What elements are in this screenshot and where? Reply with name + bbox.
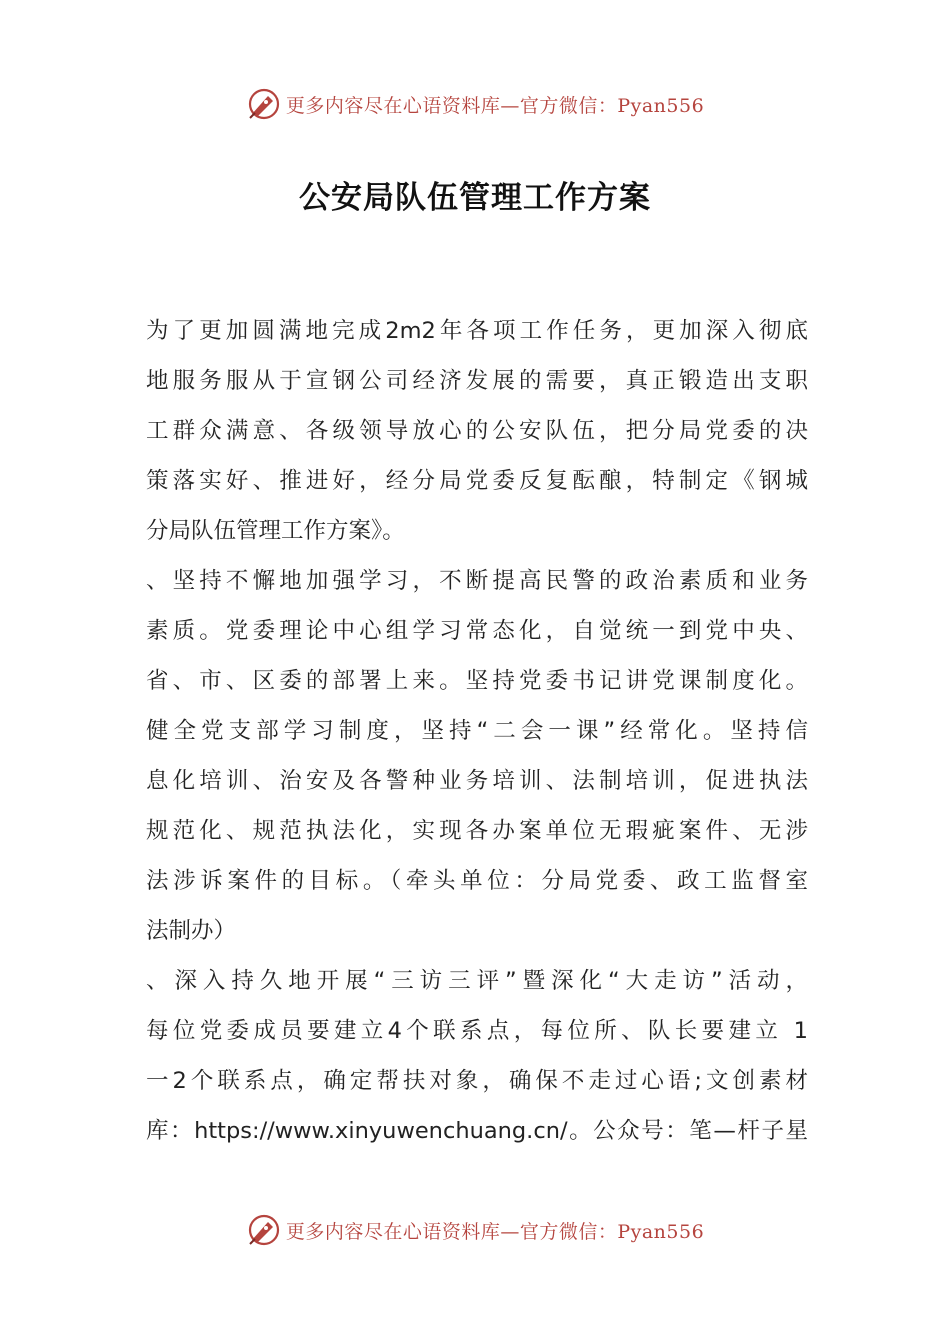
footer-banner-text: 更多内容尽在心语资料库—官方微信：Pyan556 xyxy=(285,1220,705,1243)
body-line: 规范化、规范执法化，实现各办案单位无瑕疵案件、无涉 xyxy=(146,818,808,844)
body-line: 策落实好、推进好，经分局党委反复酝酿，特制定《钢城 xyxy=(146,468,808,494)
body-line: 一2个联系点，确定帮扶对象，确保不走过心语;文创素材 xyxy=(146,1068,808,1094)
body-line: 分局队伍管理工作方案》。 xyxy=(146,518,405,544)
body-line: 、深入持久地开展“三访三评”暨深化“大走访”活动， xyxy=(146,968,808,994)
document-body xyxy=(146,306,808,1156)
body-line: 地服务服从于宣钢公司经济发展的需要，真正锻造出支职 xyxy=(146,368,808,394)
body-line: 法涉诉案件的目标。（牵头单位：分局党委、政工监督室 xyxy=(146,868,808,894)
footer-banner xyxy=(0,1210,950,1250)
pen-nib-logo-icon xyxy=(246,86,282,122)
body-line: 省、市、区委的部署上来。坚持党委书记讲党课制度化。 xyxy=(146,668,808,694)
header-banner-text: 更多内容尽在心语资料库—官方微信：Pyan556 xyxy=(285,94,705,117)
pen-nib-logo-icon xyxy=(246,1212,282,1248)
body-line: 为了更加圆满地完成2m2年各项工作任务，更加深入彻底 xyxy=(146,318,808,344)
body-line: 素质。党委理论中心组学习常态化，自觉统一到党中央、 xyxy=(146,618,808,644)
body-line: 库：https://www.xinyuwenchuang.cn/。公众号：笔—杆子星 xyxy=(146,1118,808,1144)
body-line: 息化培训、治安及各警种业务培训、法制培训，促进执法 xyxy=(146,768,808,794)
body-line: 、坚持不懈地加强学习，不断提高民警的政治素质和业务 xyxy=(146,568,808,594)
body-line: 健全党支部学习制度，坚持“二会一课”经常化。坚持信 xyxy=(146,718,808,744)
header-banner xyxy=(0,84,950,124)
document-title: 公安局队伍管理工作方案 xyxy=(299,180,651,216)
body-line: 工群众满意、各级领导放心的公安队伍，把分局党委的决 xyxy=(146,418,808,444)
body-line: 法制办） xyxy=(146,918,237,944)
body-line: 每位党委成员要建立4个联系点，每位所、队长要建立 1 xyxy=(146,1018,808,1044)
